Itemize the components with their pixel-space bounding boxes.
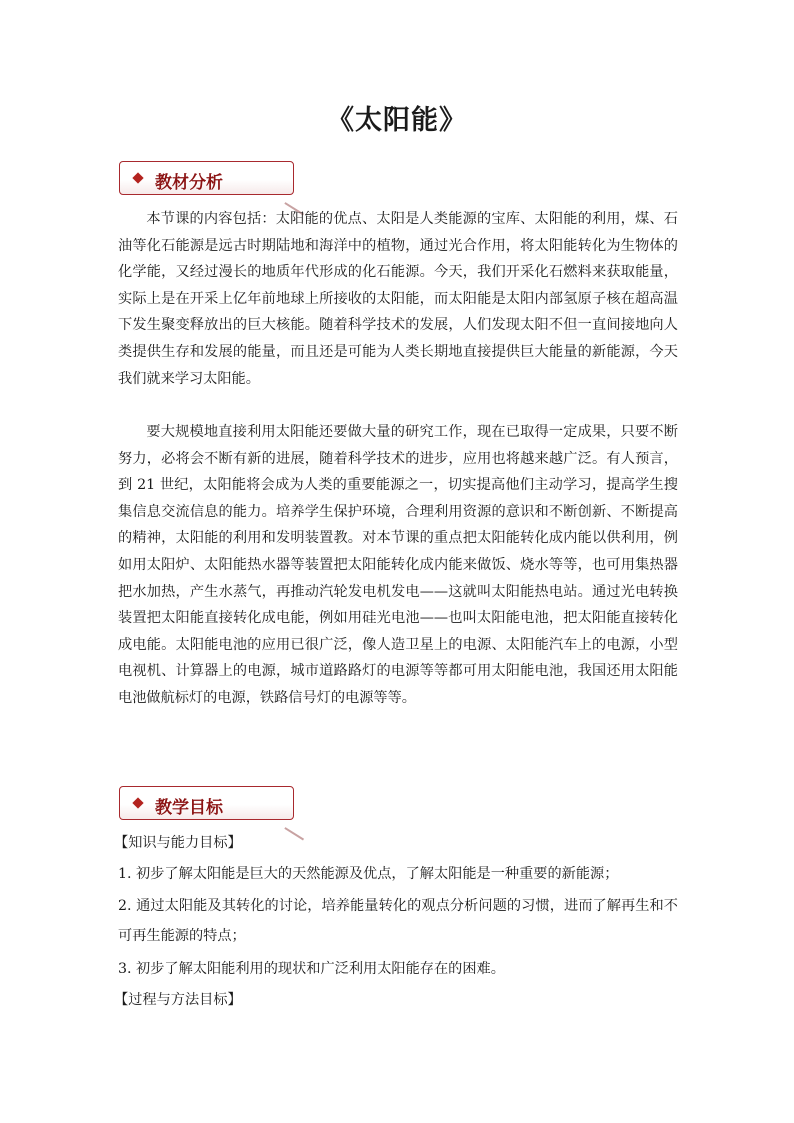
section-label: 教材分析: [155, 173, 223, 193]
section-label: 教学目标: [155, 798, 223, 818]
goal-item: 3. 初步了解太阳能利用的现状和广泛利用太阳能存在的困难。: [118, 961, 505, 977]
goal-heading-process: 【过程与方法目标】: [114, 992, 242, 1008]
goal-item: 2. 通过太阳能及其转化的讨论，培养能量转化的观点分析问题的习惯，进而了解再生和不可再生能源的特点；: [118, 898, 678, 944]
goal-heading-knowledge: 【知识与能力目标】: [114, 835, 242, 851]
diamond-icon: [132, 797, 143, 808]
goal-item: 1. 初步了解太阳能是巨大的天然能源及优点，了解太阳能是一种重要的新能源；: [118, 866, 619, 882]
page-title: 《太阳能》: [327, 105, 467, 136]
section-header-textbook-analysis: [119, 161, 294, 195]
section-header-teaching-goals: [119, 786, 294, 820]
paragraph: 本节课的内容包括：太阳能的优点、太阳是人类能源的宝库、太阳能的利用，煤、石油等化石能源是远古时期陆地和海洋中的植物，通过光合作用，将太阳能转化为生物体的化学能，又经过漫长的地质年代形成的化石能源。今天，我们开采化石燃料来获取能量，实际上是在开采上亿年前地球上所接收的太阳能，而太阳能是太阳内部氢原子核在超高温下发生聚变释放出的巨大核能。随着科学技术的发展，人们发现太阳不但一直间接地向人类提供生存和发展的能量，而且还是可能为人类长期地直接提供巨大能量的新能源，今天我们就来学习太阳能。: [118, 211, 678, 387]
diamond-icon: [132, 172, 143, 183]
paragraph: 要大规模地直接利用太阳能还要做大量的研究工作，现在已取得一定成果，只要不断努力，必将会不断有新的进展，随着科学技术的进步，应用也将越来越广泛。有人预言，到 21 世纪，太阳能将会成为人类的重要能源之一，切实提高他们主动学习，提高学生搜集信息交流信息的能力。培养学生保护环境，合理利用资源的意识和不断创新、不断提高的精神，太阳能的利用和发明装置教。对本节课的重点把太阳能转化成内能以供利用，例如用太阳炉、太阳能热水器等装置把太阳能转化成内能来做饭、烧水等等，也可用集热器把水加热，产生水蒸气，再推动汽轮发电机发电——这就叫太阳能热电站。通过光电转换装置把太阳能直接转化成电能，例如用硅光电池——也叫太阳能电池，把太阳能直接转化成电能。太阳能电池的应用已很广泛，像人造卫星上的电源、太阳能汽车上的电源，小型电视机、计算器上的电源，城市道路路灯的电源等等都可用太阳能电池，我国还用太阳能电池做航标灯的电源，铁路信号灯的电源等等。: [118, 424, 678, 706]
